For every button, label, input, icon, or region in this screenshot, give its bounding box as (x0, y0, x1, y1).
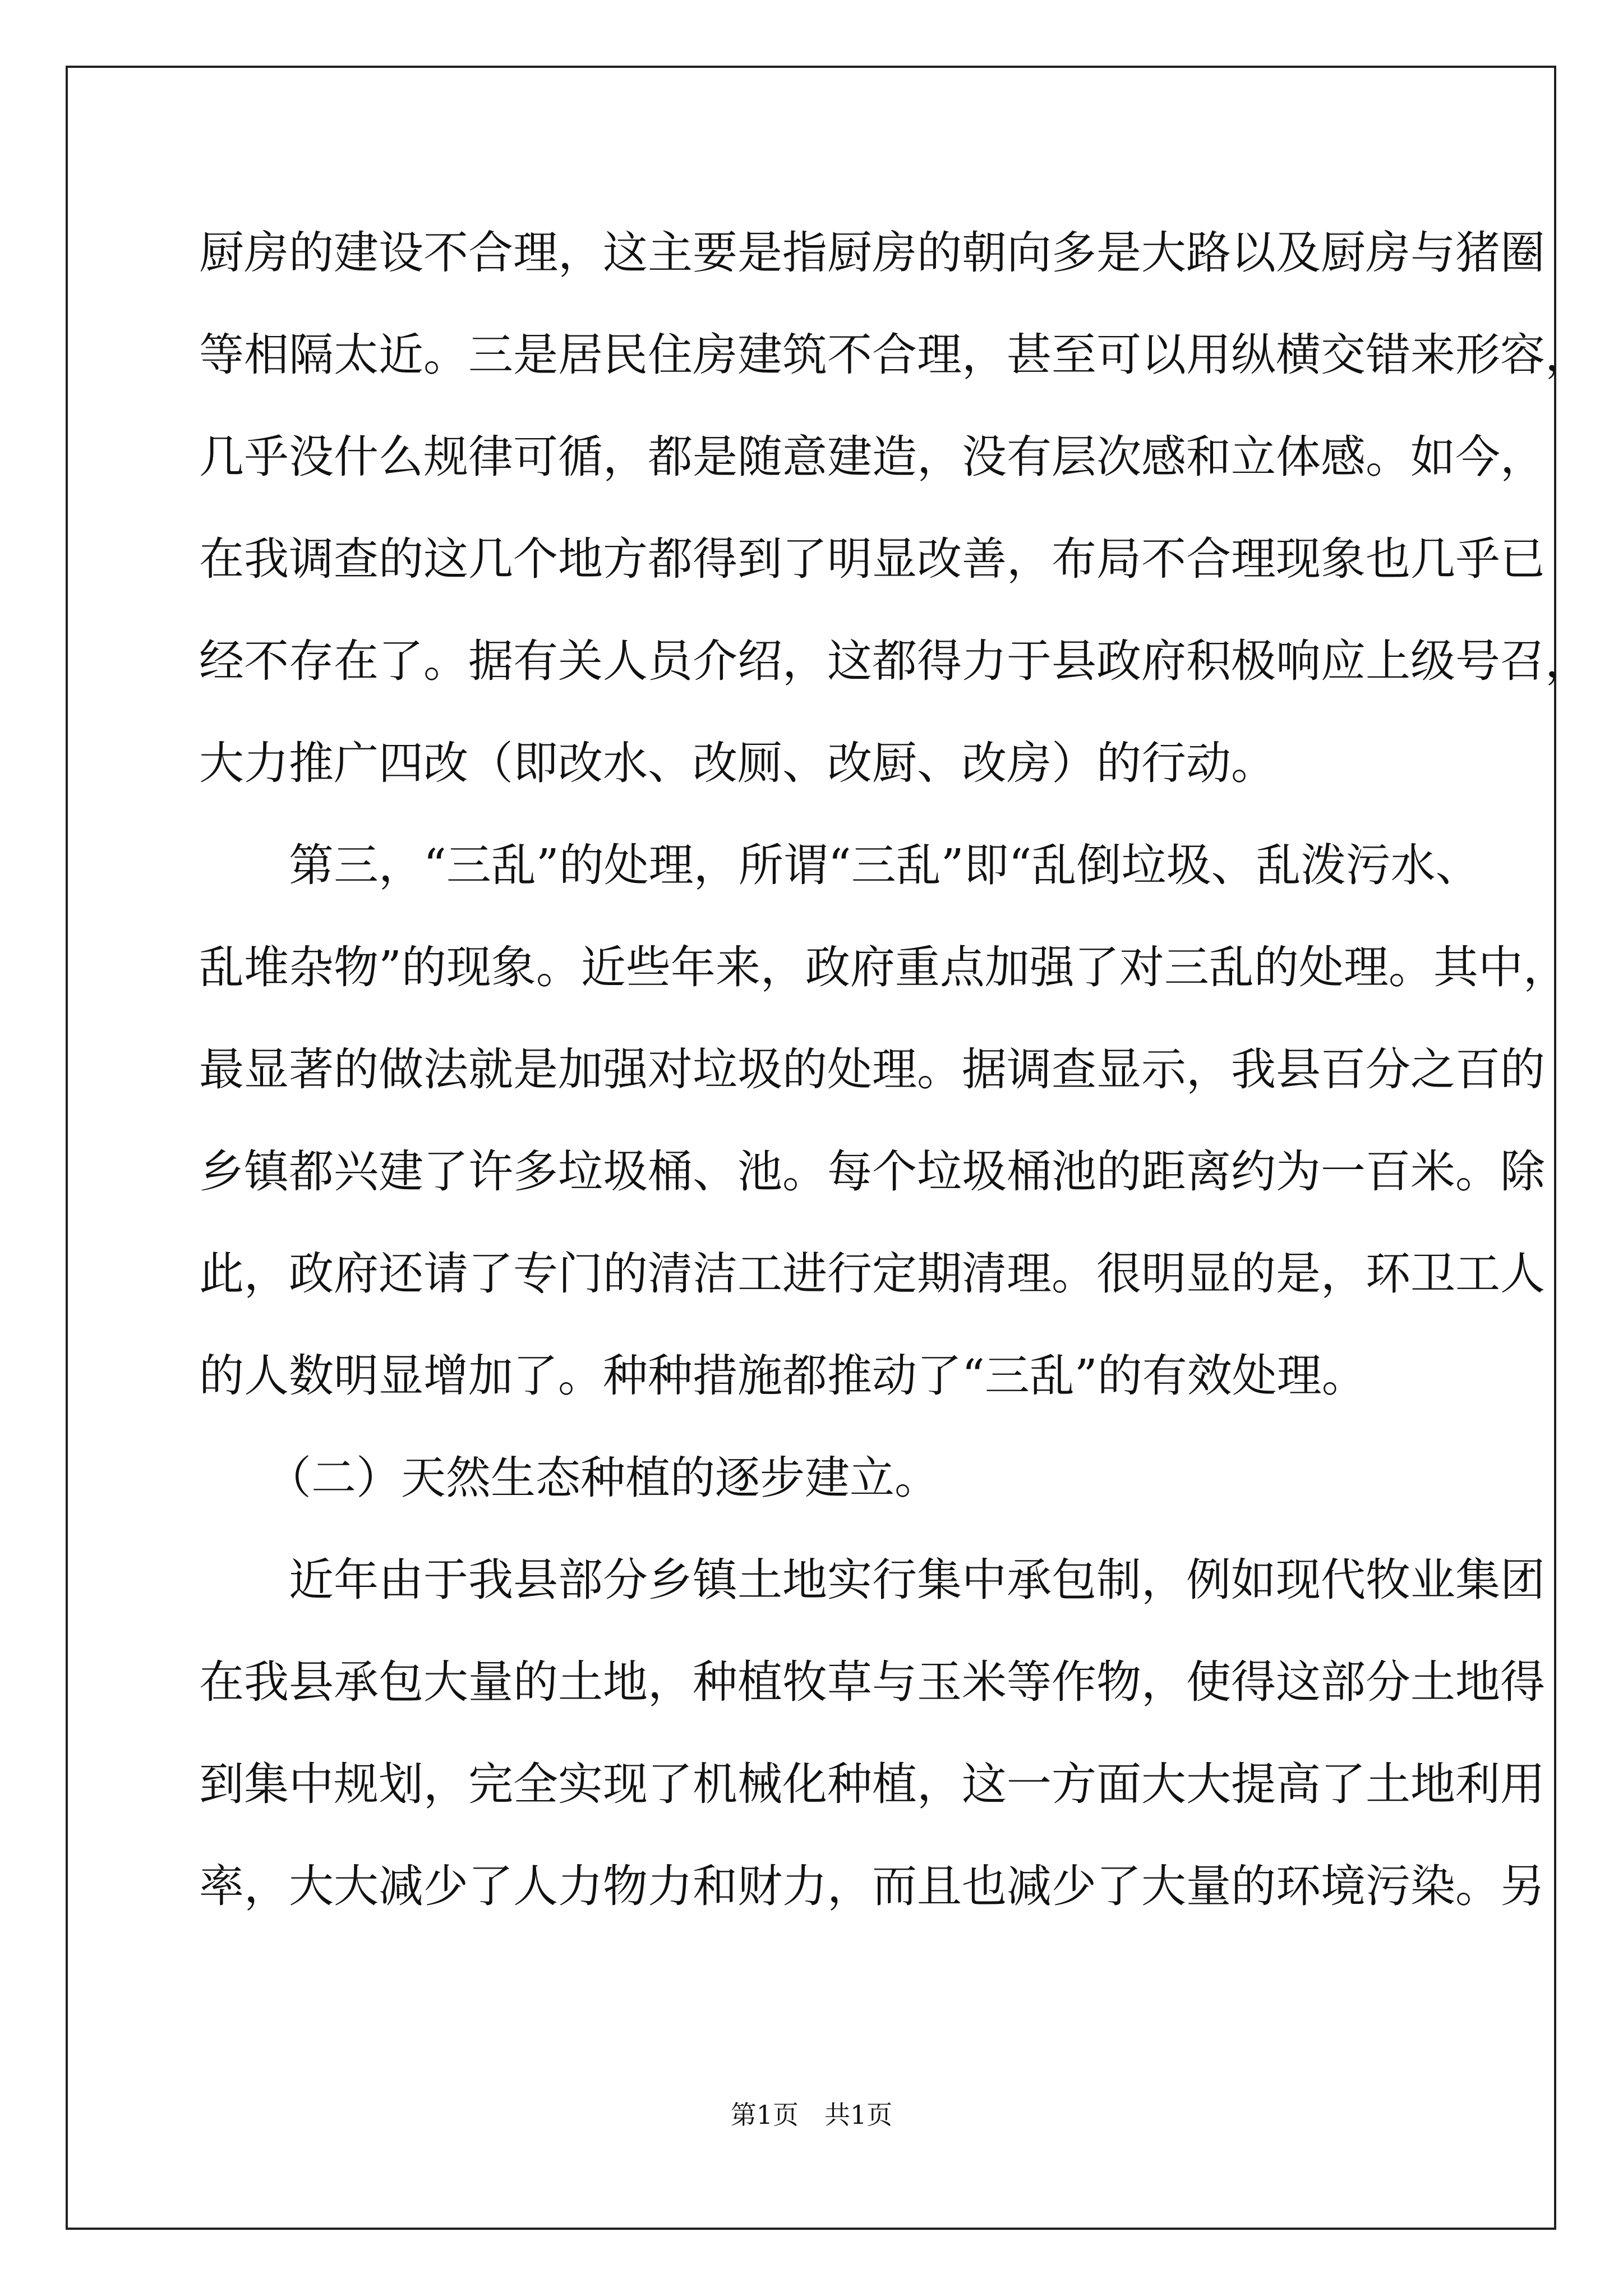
body-line: 大力推广四改（即改水、改厕、改厨、改房）的行动。 (199, 737, 1276, 789)
body-line: 率，大大减少了人力物力和财力，而且也减少了大量的环境污染。另 (199, 1860, 1545, 1912)
body-line: 第三，“三乱”的处理，所谓“三乱”即“乱倒垃圾、乱泼污水、 (199, 839, 1481, 891)
body-line: 到集中规划，完全实现了机械化种植，这一方面大大提高了土地利用 (199, 1758, 1545, 1810)
body-line: 厨房的建设不合理，这主要是指厨房的朝向多是大路以及厨房与猪圈 (199, 227, 1545, 279)
body-line: 最显著的做法就是加强对垃圾的处理。据调查显示，我县百分之百的 (199, 1043, 1545, 1096)
page-footer (0, 2098, 1623, 2132)
body-line: 此，政府还请了专门的清洁工进行定期清理。很明显的是，环卫工人 (199, 1248, 1545, 1300)
body-line: 几乎没什么规律可循，都是随意建造，没有层次感和立体感。如今， (199, 431, 1545, 483)
body-line: 等相隔太近。三是居民住房建筑不合理，甚至可以用纵横交错来形容， (199, 329, 1590, 381)
page-number-label: 第1页 共1页 (730, 2100, 893, 2130)
body-line: 的人数明显增加了。种种措施都推动了“三乱”的有效处理。 (199, 1350, 1367, 1402)
body-line: 乡镇都兴建了许多垃圾桶、池。每个垃圾桶池的距离约为一百米。除 (199, 1145, 1545, 1198)
document-body (199, 202, 1590, 1938)
body-line: 乱堆杂物”的现象。近些年来，政府重点加强了对三乱的处理。其中， (199, 941, 1568, 993)
section-heading: （二）天然生态种植的逐步建立。 (199, 1452, 939, 1504)
body-line: 近年由于我县部分乡镇土地实行集中承包制，例如现代牧业集团 (199, 1554, 1545, 1606)
body-line: 在我调查的这几个地方都得到了明显改善，布局不合理现象也几乎已 (199, 533, 1545, 585)
body-line: 经不存在了。据有关人员介绍，这都得力于县政府积极响应上级号召， (199, 635, 1590, 687)
body-line: 在我县承包大量的土地，种植牧草与玉米等作物，使得这部分土地得 (199, 1656, 1545, 1708)
